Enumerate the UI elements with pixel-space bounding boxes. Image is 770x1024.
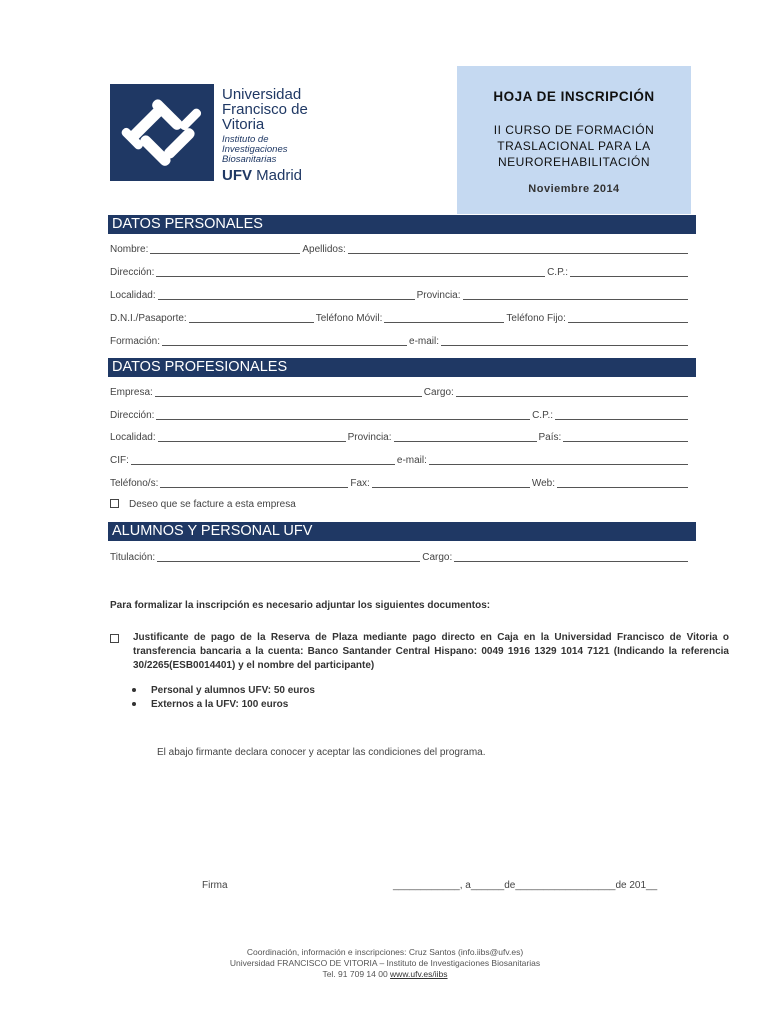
fijo-input[interactable] — [568, 321, 688, 323]
documents-intro: Para formalizar la inscripción es necesario adjuntar los siguientes documentos: — [110, 600, 491, 611]
bullet-icon — [132, 688, 136, 692]
prof-provincia-input[interactable] — [394, 440, 537, 442]
signature-date-line[interactable]: ____________, a______de__________________de 201__ — [393, 880, 658, 891]
section-professional: DATOS PROFESIONALES — [108, 358, 696, 377]
web-input[interactable] — [557, 486, 688, 488]
row-prof-localidad: Localidad: Provincia: País: — [110, 432, 690, 443]
logo-sub-1: Instituto de — [222, 134, 269, 145]
cargo-input[interactable] — [456, 395, 688, 397]
price-item-external: Externos a la UFV: 100 euros — [132, 699, 288, 710]
row-facturar — [110, 499, 296, 510]
row-localidad: Localidad: Provincia: — [110, 290, 690, 301]
declaration-text: El abajo firmante declara conocer y aceptar las condiciones del programa. — [157, 747, 486, 758]
student-cargo-input[interactable] — [454, 560, 688, 562]
signature-label: Firma — [202, 880, 228, 891]
footer-contact: Coordinación, información e inscripciones: Cruz Santos (info.iibs@ufv.es) — [246, 947, 524, 957]
apellidos-input[interactable] — [348, 252, 688, 254]
university-logo-text — [222, 87, 308, 183]
facturar-label: Deseo que se facture a esta empresa — [129, 499, 296, 510]
university-logo-mark — [110, 84, 214, 181]
justificante-checkbox[interactable] — [110, 634, 119, 643]
row-dni: D.N.I./Pasaporte: Teléfono Móvil: Teléfono Fijo: — [110, 313, 690, 324]
course-title: II CURSO DE FORMACIÓN TRASLACIONAL PARA LA NEUROREHABILITACIÓN — [493, 123, 655, 169]
formacion-input[interactable] — [162, 344, 407, 346]
fax-input[interactable] — [372, 486, 530, 488]
row-titulacion: Titulación: Cargo: — [110, 552, 690, 563]
prof-direccion-input[interactable] — [156, 418, 530, 420]
row-prof-direccion: Dirección: C.P.: — [110, 410, 690, 421]
direccion-input[interactable] — [156, 275, 545, 277]
email-input[interactable] — [441, 344, 688, 346]
footer-phone-web: Tel. 91 709 14 00 www.ufv.es/iibs — [322, 969, 448, 979]
logo-line-3: Vitoria — [222, 116, 265, 133]
course-date: Noviembre 2014 — [528, 183, 620, 195]
footer-web-link[interactable]: www.ufv.es/iibs — [390, 969, 448, 979]
price-item-ufv: Personal y alumnos UFV: 50 euros — [132, 685, 315, 696]
section-students: ALUMNOS Y PERSONAL UFV — [108, 522, 696, 541]
localidad-input[interactable] — [158, 298, 415, 300]
dni-input[interactable] — [189, 321, 314, 323]
row-empresa: Empresa: Cargo: — [110, 387, 690, 398]
cif-input[interactable] — [131, 463, 395, 465]
nombre-input[interactable] — [150, 252, 300, 254]
footer-institution: Universidad FRANCISCO DE VITORIA – Instituto de Investigaciones Biosanitarias — [229, 958, 541, 968]
logo-sub-3: Biosanitarias — [222, 154, 277, 165]
form-title: HOJA DE INSCRIPCIÓN — [493, 89, 655, 104]
bullet-icon — [132, 702, 136, 706]
row-nombre: Nombre: Apellidos: — [110, 244, 690, 255]
crossed-bars-icon — [110, 84, 214, 181]
prof-cp-input[interactable] — [555, 418, 688, 420]
empresa-input[interactable] — [155, 395, 422, 397]
justificante-text: Justificante de pago de la Reserva de Plaza mediante pago directo en Caja en la Universidad Francisco de Vitoria o transferencia bancaria a la cuenta: Banco Santander Central Hispano: 0049 1916 1329 1014 7121 (Indicando la referencia 30/2265(ESB0014401) y el nombre del participante) — [133, 632, 729, 671]
prof-email-input[interactable] — [429, 463, 688, 465]
logo-line-1: Universidad — [222, 86, 302, 103]
logo-ufv: UFV Madrid — [222, 167, 303, 184]
row-direccion: Dirección: C.P.: — [110, 267, 690, 278]
cp-input[interactable] — [570, 275, 688, 277]
logo-sub-2: Investigaciones — [222, 144, 288, 155]
logo-line-2: Francisco de — [222, 101, 308, 118]
provincia-input[interactable] — [463, 298, 689, 300]
telefonos-input[interactable] — [160, 486, 348, 488]
row-formacion: Formación: e-mail: — [110, 336, 690, 347]
pais-input[interactable] — [563, 440, 688, 442]
movil-input[interactable] — [384, 321, 504, 323]
title-box — [457, 66, 691, 214]
prof-localidad-input[interactable] — [158, 440, 346, 442]
row-telefonos: Teléfono/s: Fax: Web: — [110, 478, 690, 489]
row-cif: CIF: e-mail: — [110, 455, 690, 466]
facturar-checkbox[interactable] — [110, 499, 119, 508]
titulacion-input[interactable] — [157, 560, 420, 562]
section-personal: DATOS PERSONALES — [108, 215, 696, 234]
footer — [0, 947, 770, 980]
